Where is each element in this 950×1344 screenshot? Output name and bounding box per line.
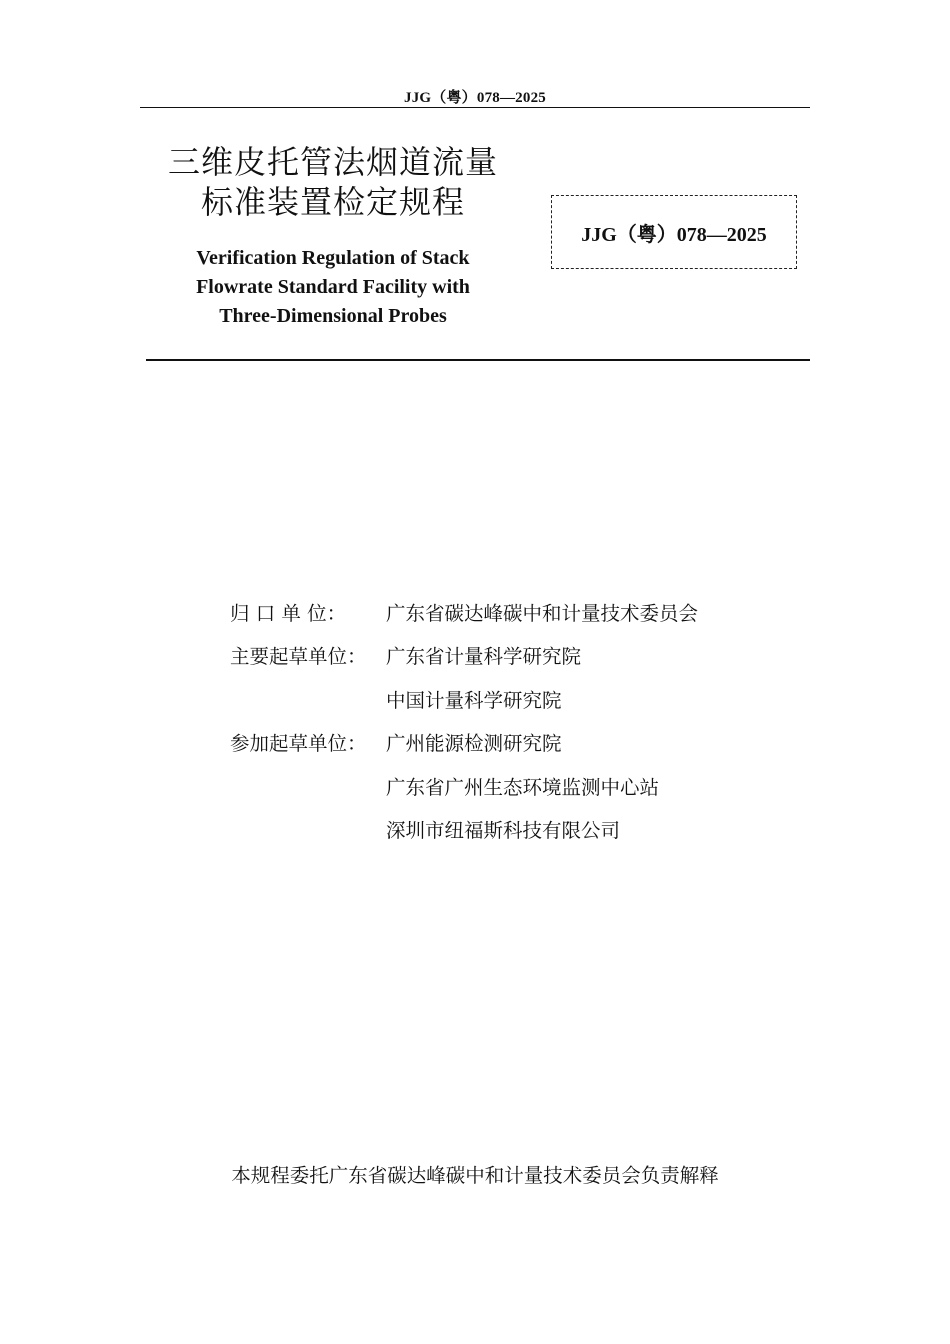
responsible-unit-value: 广东省碳达峰碳中和计量技术委员会 — [386, 601, 699, 625]
chinese-title-line-2: 标准装置检定规程 — [200, 183, 465, 221]
participating-drafting-row — [230, 721, 698, 765]
main-drafting-value: 中国计量科学研究院 — [386, 688, 562, 712]
participating-drafting-row — [230, 764, 698, 808]
chinese-title — [140, 142, 526, 222]
participating-drafting-row — [230, 808, 698, 852]
english-title-line-2: Flowrate Standard Facility with — [196, 276, 470, 298]
english-title-line-3: Three-Dimensional Probes — [219, 305, 447, 327]
participating-drafting-value: 深圳市纽福斯科技有限公司 — [386, 819, 621, 843]
participating-drafting-label: 参加起草单位： — [230, 732, 367, 756]
title-divider-rule — [146, 359, 810, 361]
english-title — [140, 244, 526, 331]
chinese-title-line-1: 三维皮托管法烟道流量 — [167, 143, 498, 181]
participating-drafting-value: 广州能源检测研究院 — [386, 732, 562, 756]
responsible-unit-row — [230, 590, 698, 634]
running-header-code: JJG（粤）078—2025 — [404, 90, 546, 106]
interpretation-note: 本规程委托广东省碳达峰碳中和计量技术委员会负责解释 — [231, 1164, 719, 1187]
regulation-code-box: JJG（粤）078—2025 — [551, 195, 797, 269]
drafting-organizations — [230, 590, 698, 851]
main-drafting-row — [230, 677, 698, 721]
main-drafting-row — [230, 634, 698, 678]
english-title-line-1: Verification Regulation of Stack — [196, 247, 470, 269]
main-drafting-value: 广东省计量科学研究院 — [386, 645, 582, 669]
main-drafting-label: 主要起草单位： — [230, 645, 367, 669]
participating-drafting-value: 广东省广州生态环境监测中心站 — [386, 775, 660, 799]
responsible-unit-label: 归 口 单 位： — [230, 601, 347, 625]
header-rule — [140, 107, 810, 108]
